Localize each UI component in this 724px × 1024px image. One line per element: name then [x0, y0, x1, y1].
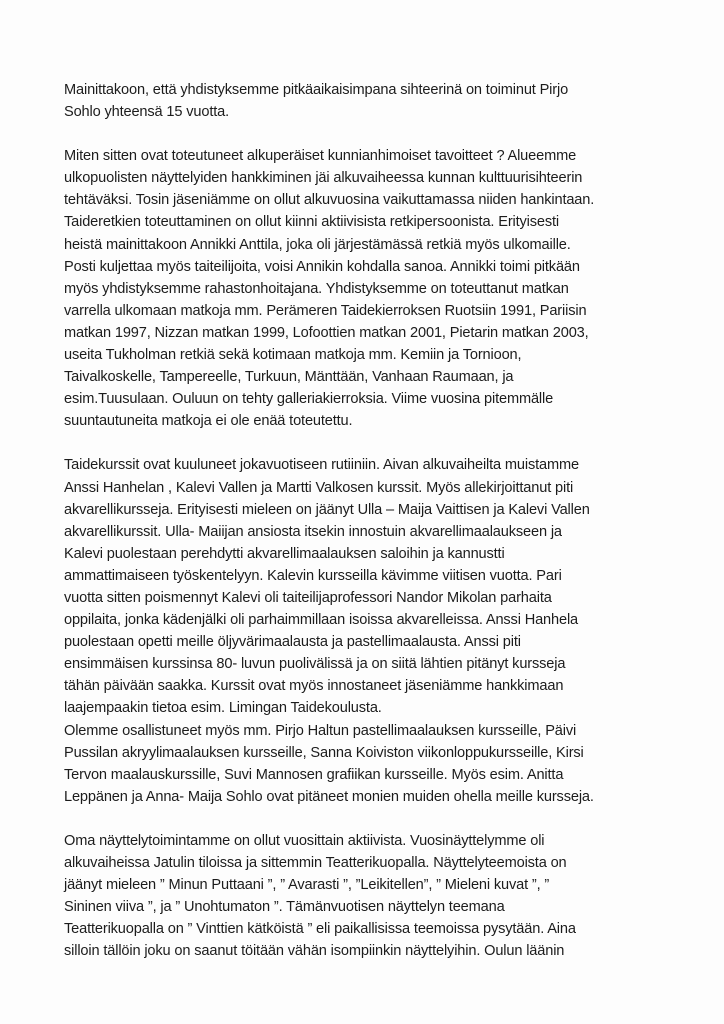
text-line: Kalevi puolestaan perehdytti akvarellimaalauksen saloihin ja kannustti — [64, 545, 505, 562]
text-line: heistä mainittakoon Annikki Anttila, joka oli järjestämässä retkiä myös ulkomaille. — [64, 236, 571, 253]
paragraph-goals-trips — [64, 145, 714, 432]
text-line: matkan 1997, Nizzan matkan 1999, Lofoottien matkan 2001, Pietarin matkan 2003, — [64, 324, 589, 341]
text-line: alkuvaiheissa Jatulin tiloissa ja sittemmin Teatterikuopalla. Näyttelyteemoista on — [64, 855, 567, 871]
text-line: varrella ulkomaan matkoja mm. Perämeren Taidekierroksen Ruotsiin 1991, Pariisin — [64, 302, 587, 319]
text-line: esim.Tuusulaan. Ouluun on tehty galleriakierroksia. Viime vuosina pitemmälle — [64, 391, 554, 408]
paragraph-secretary — [64, 79, 714, 123]
text-line: tehtäväksi. Tosin jäseniämme on ollut alkuvuosina vaikuttamassa niiden hankintaan. — [64, 192, 595, 209]
paragraph-spacer — [64, 123, 714, 145]
text-line: akvarellikurssit. Ulla- Maiijan ansiosta itsekin innostuin akvarellimaalaukseen ja — [64, 523, 562, 540]
text-line: Oma näyttelytoimintamme on ollut vuosittain aktiivista. Vuosinäyttelymme oli — [64, 832, 545, 849]
text-line: Olemme osallistuneet myös mm. Pirjo Haltun pastellimaalauksen kursseille, Päivi — [64, 722, 577, 739]
text-line: Taivalkoskelle, Tampereelle, Turkuun, Mänttään, Vanhaan Raumaan, ja — [64, 369, 514, 386]
text-line: Posti kuljettaa myös taiteilijoita, voisi Annikin kohdalla sanoa. Annikki toimi pitkään — [64, 258, 580, 275]
text-line: jäänyt mieleen ” Minun Puttaani ”, ” Avarasti ”, ”Leikitellen”, ” Mieleni kuvat ”, ” — [64, 877, 550, 894]
text-line: Sohlo yhteensä 15 vuotta. — [64, 104, 230, 121]
text-line: ulkopuolisten näyttelyiden hankkiminen jäi alkuvaiheessa kunnan kulttuurisihteerin — [64, 170, 583, 187]
text-line: laajempaakin tietoa esim. Limingan Taidekoulusta. — [64, 700, 382, 717]
text-line: Teatterikuopalla on ” Vinttien kätköistä ” eli paikallisissa teemoissa pysytään. Aina — [64, 921, 576, 938]
paragraph-spacer — [64, 808, 714, 830]
text-line: Tervon maalauskurssille, Suvi Mannosen grafiikan kursseille. Myös esim. Anitta — [64, 766, 564, 783]
text-line: Anssi Hanhelan , Kalevi Vallen ja Martti Valkosen kurssit. Myös allekirjoittanut piti — [64, 479, 574, 496]
text-line: ammattimaiseen työskentelyyn. Kalevin kursseilla kävimme viitisen vuotta. Pari — [64, 567, 562, 584]
text-line: Mainittakoon, että yhdistyksemme pitkäaikaisimpana sihteerinä on toiminut Pirjo — [64, 82, 569, 98]
text-line: tähän päivään saakka. Kurssit ovat myös innostaneet jäseniämme hankkimaan — [64, 678, 564, 695]
paragraph-art-courses — [64, 454, 714, 808]
text-line: akvarellikursseja. Erityisesti mieleen on jäänyt Ulla – Maija Vaittisen ja Kalevi Vallen — [64, 501, 590, 518]
paragraph-spacer — [64, 432, 714, 454]
text-line: suuntautuneita matkoja ei ole enää toteutettu. — [64, 413, 353, 430]
text-line: silloin tällöin joku on saanut töitään vähän isompiinkin näyttelyihin. Oulun läänin — [64, 943, 565, 960]
paragraph-exhibitions — [64, 830, 714, 963]
text-line: Miten sitten ovat toteutuneet alkuperäiset kunnianhimoiset tavoitteet ? Alueemme — [64, 148, 577, 165]
document-body — [64, 79, 714, 962]
text-line: oppilaita, jonka kädenjälki oli parhaimmillaan isoissa akvarelleissa. Anssi Hanhela — [64, 612, 579, 629]
text-line: Pussilan akryylimaalauksen kursseille, Sanna Koiviston viikonloppukursseille, Kirsi — [64, 744, 584, 761]
text-line: puolestaan opetti meille öljyvärimaalausta ja pastellimaalausta. Anssi piti — [64, 634, 521, 651]
text-line: myös yhdistyksemme rahastonhoitajana. Yhdistyksemme on toteuttanut matkan — [64, 280, 569, 297]
text-line: ensimmäisen kurssinsa 80- luvun puolivälissä ja on siitä lähtien pitänyt kursseja — [64, 656, 566, 673]
text-line: Sininen viiva ”, ja ” Unohtumaton ”. Tämänvuotisen näyttelyn teemana — [64, 899, 505, 916]
text-line: vuotta sitten poismennyt Kalevi oli taiteilijaprofessori Nandor Mikolan parhaita — [64, 589, 552, 606]
text-line: Taidekurssit ovat kuuluneet jokavuotiseen rutiiniin. Aivan alkuvaiheilta muistamme — [64, 457, 579, 474]
text-line: useita Tukholman retkiä sekä kotimaan matkoja mm. Kemiin ja Tornioon, — [64, 347, 522, 364]
text-line: Leppänen ja Anna- Maija Sohlo ovat pitäneet monien muiden ohella meille kursseja. — [64, 788, 594, 805]
text-line: Taideretkien toteuttaminen on ollut kiinni aktiivisista retkipersoonista. Erityisesti — [64, 214, 560, 231]
